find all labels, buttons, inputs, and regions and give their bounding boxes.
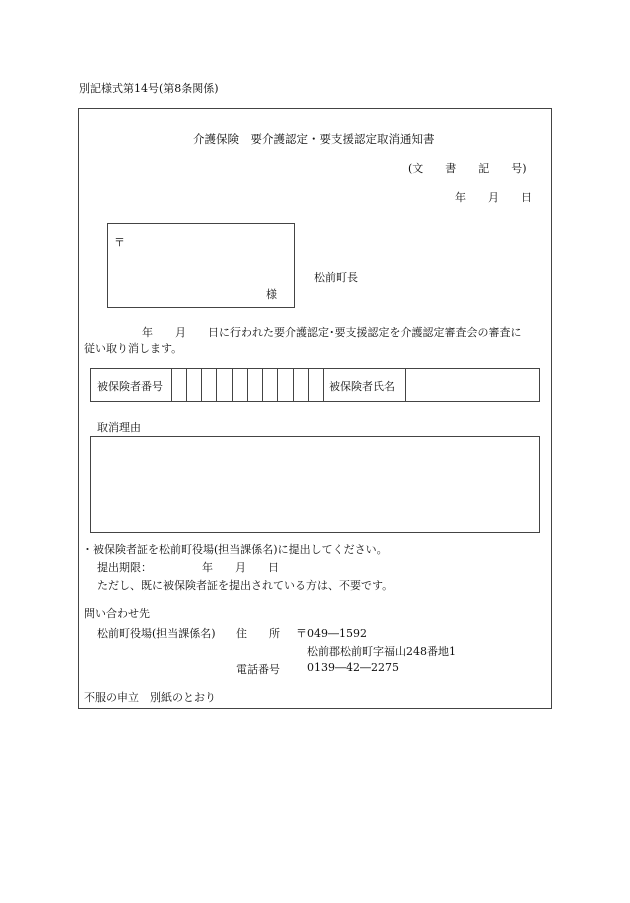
appeal-notice: 不服の申立 別紙のとおり	[84, 691, 216, 704]
body-text-line2: 従い取り消します。	[84, 342, 183, 355]
insured-name-field	[405, 369, 406, 401]
postal-mark: 〒	[114, 236, 125, 249]
form-label: 別記様式第14号(第8条関係)	[79, 82, 219, 95]
sender-name: 松前町長	[314, 271, 358, 284]
instruction-line1: ・被保険者証を松前町役場(担当課係名)に提出してください。	[82, 543, 388, 556]
insured-number-cell	[171, 369, 172, 401]
document-title: 介護保険 要介護認定・要支援認定取消通知書	[193, 132, 435, 146]
issue-date: 年 月 日	[455, 191, 532, 204]
deadline-date: 年 月 日	[202, 561, 279, 574]
contact-office: 松前町役場(担当課係名)	[97, 627, 216, 640]
contact-postal-code: 〒049―1592	[296, 627, 367, 640]
insured-number-cell	[201, 369, 202, 401]
deadline-label: 提出期限：	[97, 561, 152, 574]
reason-label: 取消理由	[97, 421, 141, 434]
insured-number-cell	[232, 369, 233, 401]
insured-name-label-divider	[323, 369, 324, 401]
body-text-line1: 年 月 日に行われた要介護認定･要支援認定を介護認定審査会の審査に	[142, 326, 522, 339]
contact-phone-label: 電話番号	[236, 663, 280, 676]
instruction-line3: ただし、既に被保険者証を提出されている方は、不要です。	[97, 579, 394, 592]
insured-number-cell	[262, 369, 263, 401]
recipient-honorific: 様	[266, 288, 277, 301]
contact-heading: 問い合わせ先	[84, 607, 150, 620]
insured-name-label: 被保険者氏名	[329, 380, 395, 393]
insured-number-label: 被保険者番号	[97, 380, 163, 393]
contact-phone: 0139―42―2275	[307, 661, 399, 674]
insured-number-cell	[293, 369, 294, 401]
insured-number-cell	[186, 369, 187, 401]
contact-address: 松前郡松前町字福山248番地1	[307, 645, 456, 658]
insured-info-table	[90, 368, 540, 402]
contact-address-label: 住 所	[236, 627, 280, 640]
insured-number-cell	[216, 369, 217, 401]
reason-box	[90, 436, 540, 533]
insured-number-cell	[308, 369, 309, 401]
insured-number-cell	[247, 369, 248, 401]
insured-number-cell	[277, 369, 278, 401]
document-number: (文 書 記 号)	[408, 162, 527, 175]
